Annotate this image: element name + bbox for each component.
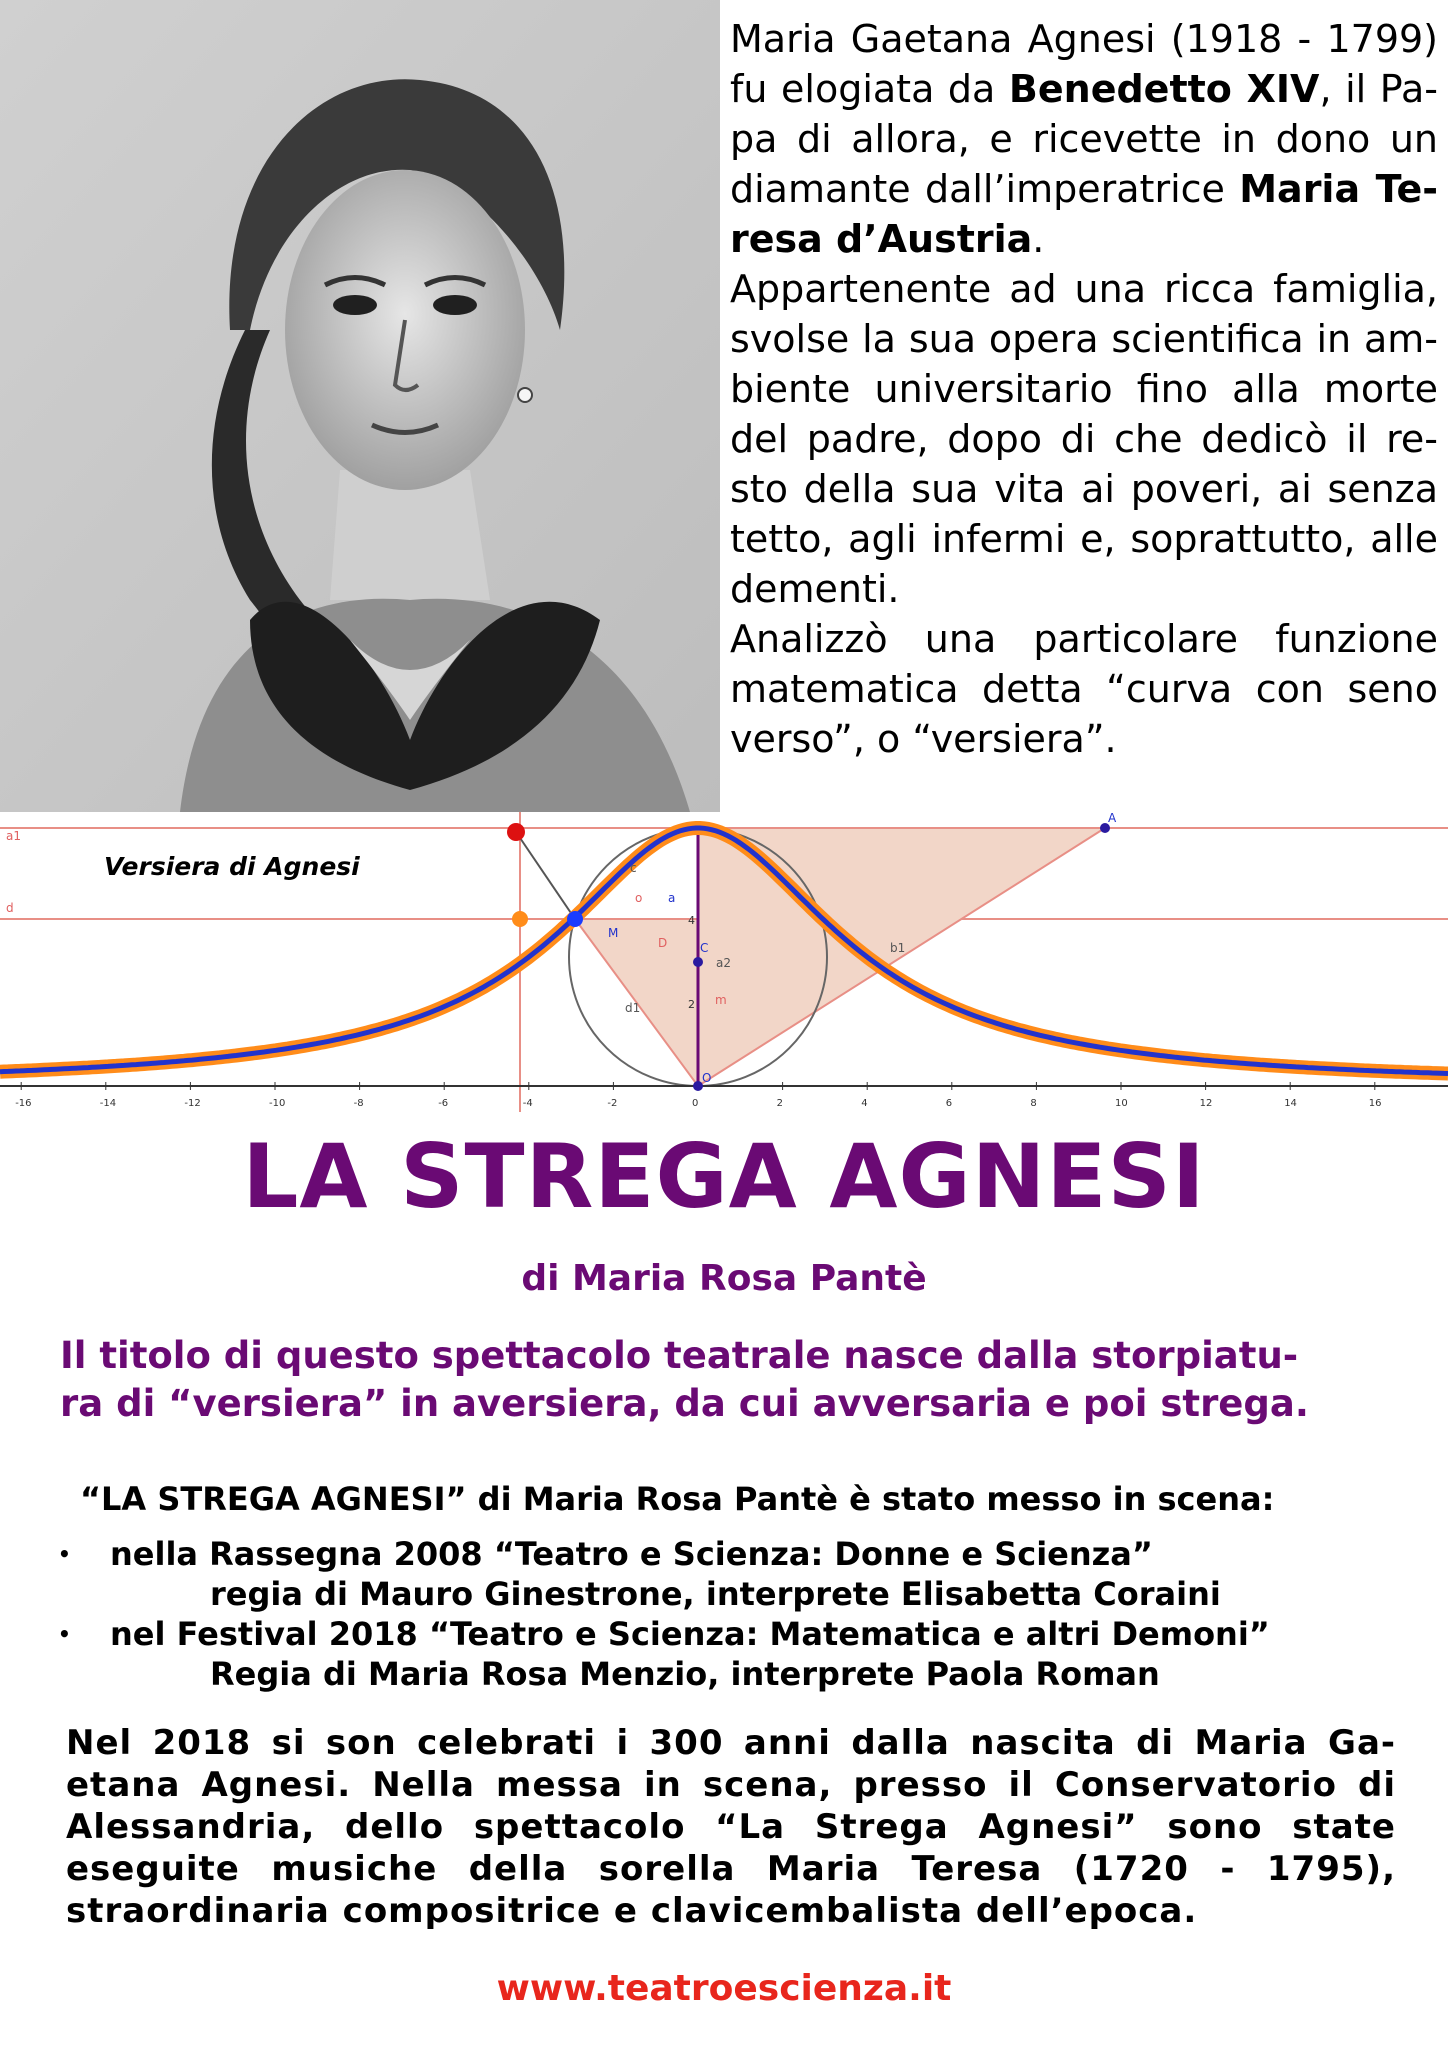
label-b1: b1 [890, 941, 906, 955]
x-tick-label: 16 [1368, 1098, 1382, 1109]
label-o: o [635, 891, 643, 905]
x-tick-label: 2 [776, 1098, 783, 1109]
x-tick-label: 0 [692, 1098, 699, 1109]
x-tick-label: 8 [1030, 1098, 1037, 1109]
page-title: LA STREGA AGNESI [242, 1125, 1206, 1228]
label-D: D [658, 936, 668, 950]
bio-text-run: Maria Gaetana Agnesi (1918 - 1799) fu elogiata da [730, 17, 1438, 111]
portrait-image [0, 0, 720, 812]
x-tick-label: -16 [15, 1098, 32, 1109]
author-line: di Maria Rosa Pantè [521, 1258, 927, 1299]
biography-text [730, 14, 1438, 764]
label-c: c [630, 861, 637, 875]
production-credits: Regia di Maria Rosa Menzio, interprete Paola Roman [210, 1655, 1160, 1693]
label-a: a [668, 891, 676, 905]
x-tick-label: -8 [353, 1098, 364, 1109]
label-A: A [1108, 812, 1117, 825]
c-point [693, 957, 703, 967]
label-C: C [700, 941, 709, 955]
bio-paragraph-3: Analizzò una particolare funzione matematica detta “curva con seno verso”, o “versiera”. [730, 617, 1438, 761]
bio-paragraph-1 [730, 14, 1438, 264]
intro-line: Il titolo di questo spettacolo teatrale nasce dalla storpiatu- [60, 1334, 1299, 1377]
production-item [58, 1534, 1270, 1614]
staged-heading: “LA STREGA AGNESI” di Maria Rosa Pantè è stato messo in scena: [80, 1480, 1275, 1518]
bullet-icon: • [58, 1542, 71, 1566]
x-tick-label: -14 [99, 1098, 117, 1109]
production-credits: regia di Mauro Ginestrone, interprete Elisabetta Coraini [210, 1575, 1221, 1613]
label-a1: a1 [6, 829, 21, 843]
bio-paragraph-2: Appartenente ad una ricca famiglia, svolse la sua opera scientifica in am-biente universitario fino alla morte del padre, dopo di che dedicò il re-sto della sua vita ai poveri, ai senza tetto, agli infermi e, soprattutto, alle dementi. [730, 267, 1438, 611]
x-tick-label: 6 [945, 1098, 953, 1109]
x-tick-label: 10 [1115, 1098, 1128, 1109]
label-O: O [702, 1071, 712, 1085]
x-tick-label: 12 [1199, 1098, 1213, 1109]
x-tick-label: -6 [438, 1098, 449, 1109]
x-tick-label: -12 [184, 1098, 201, 1109]
production-title: nella Rassegna 2008 “Teatro e Scienza: Donne e Scienza” [110, 1535, 1153, 1573]
label-m: m [715, 993, 727, 1007]
orange-point [512, 911, 528, 927]
bio-text-run: . [1032, 217, 1045, 261]
bio-bold-name: Benedetto XIV [1008, 67, 1320, 111]
intro-text [60, 1332, 1390, 1428]
production-item [58, 1614, 1270, 1694]
x-tick-label: -2 [607, 1098, 618, 1109]
intro-line: ra di “versiera” in aversiera, da cui avversaria e poi strega. [60, 1382, 1309, 1425]
label-M: M [608, 926, 619, 940]
y-label-4: 4 [688, 914, 695, 927]
bullet-icon: • [58, 1622, 71, 1646]
bio-bold-name: Maria Te-resa d’Austria [730, 167, 1438, 261]
red-point [507, 823, 525, 841]
website-link[interactable]: www.teatroescienza.it [496, 1968, 952, 2009]
graph-title: Versiera di Agnesi [104, 852, 360, 881]
x-tick-label: -4 [522, 1098, 533, 1109]
x-tick-label: -10 [269, 1098, 286, 1109]
label-d: d [6, 901, 14, 915]
y-label-2: 2 [688, 998, 695, 1011]
production-title: nel Festival 2018 “Teatro e Scienza: Matematica e altri Demoni” [110, 1615, 1270, 1653]
productions-list [58, 1534, 1270, 1694]
x-tick-label: 14 [1284, 1098, 1297, 1109]
bio-text-run: , il Pa-pa di allora, e ricevette in dono un diamante dall’imperatrice [730, 67, 1439, 211]
celebration-paragraph: Nel 2018 si son celebrati i 300 anni dalla nascita di Maria Ga-etana Agnesi. Nella messa in scena, presso il Conservatorio di Alessandria, dello spettacolo “La Strega Agnesi” sono state eseguite musiche della sorella Maria Teresa (1720 - 1795), straordinaria compositrice e clavicembalista dell’epoca. [66, 1723, 1396, 1931]
label-a2: a2 [716, 956, 731, 970]
x-tick-label: 4 [861, 1098, 868, 1109]
blue-point [567, 911, 583, 927]
label-d1: d1 [625, 1001, 641, 1015]
